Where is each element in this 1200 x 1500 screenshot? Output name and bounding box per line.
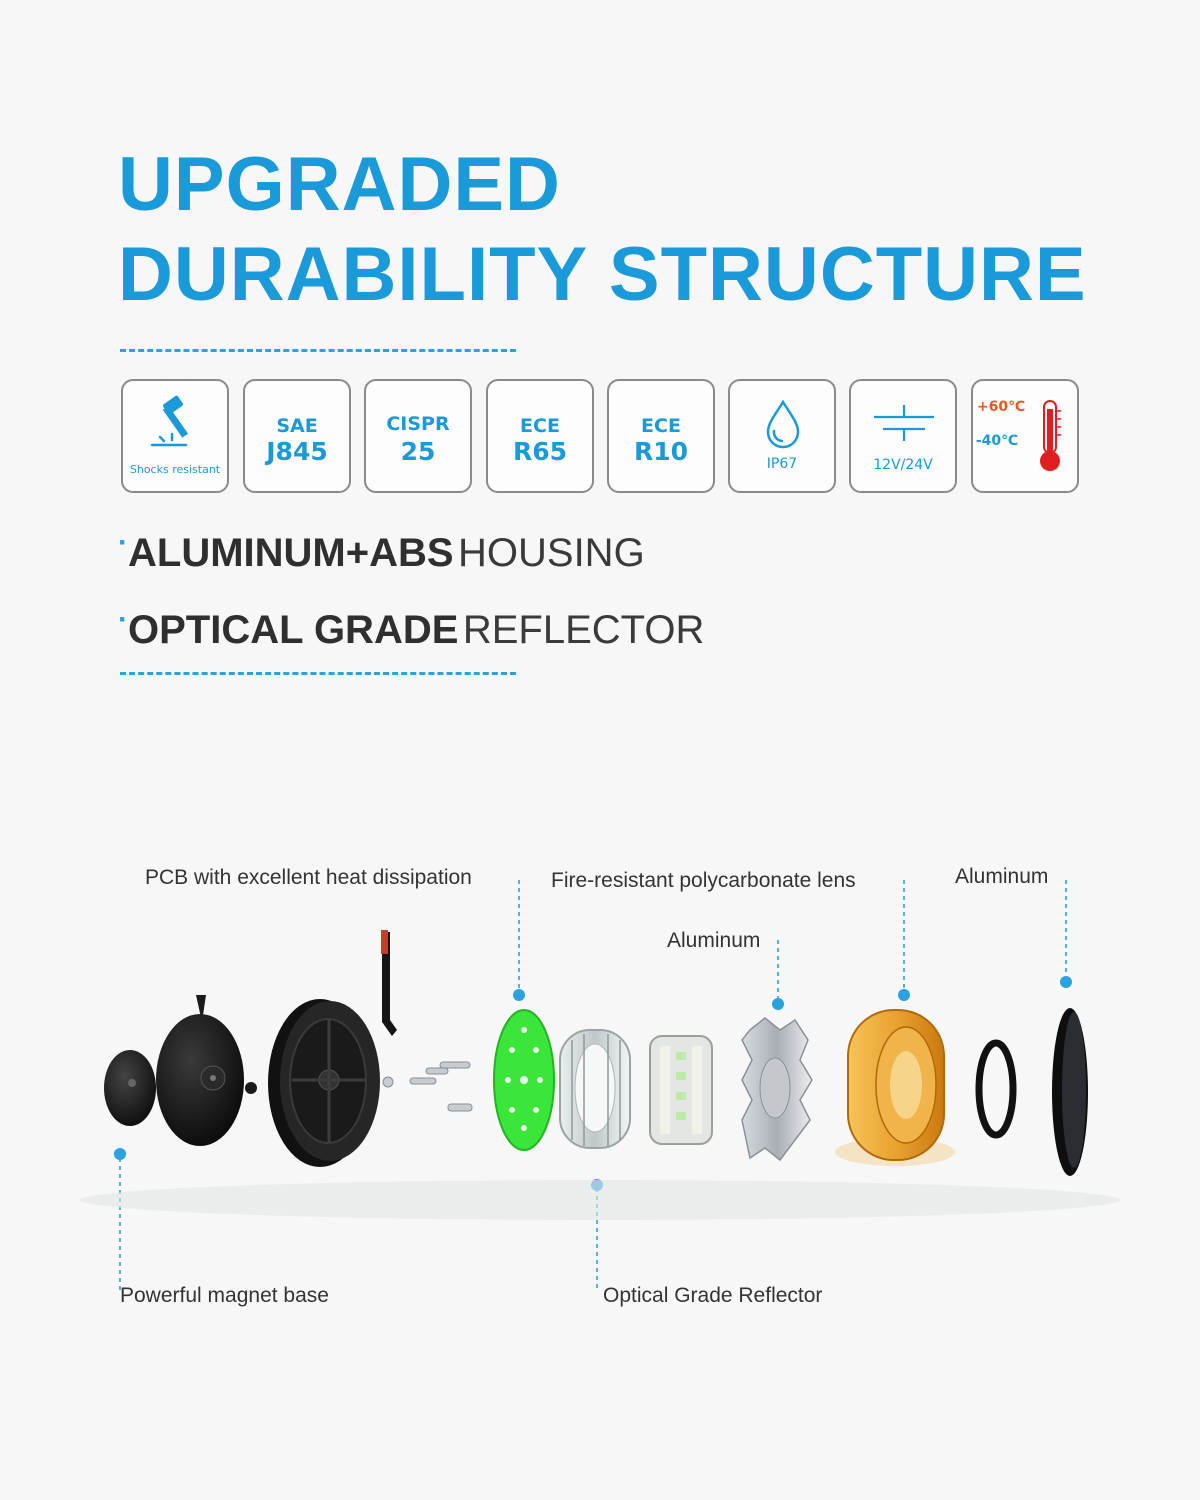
feature-housing-normal: HOUSING: [458, 531, 645, 575]
badge-sae-line1: SAE: [276, 415, 318, 437]
badge-voltage-label: 12V/24V: [873, 457, 933, 473]
rubber-base-part: [156, 995, 244, 1146]
housing-part: [268, 930, 397, 1167]
badge-temperature: [971, 379, 1079, 493]
dc-voltage-icon: [869, 403, 939, 443]
end-cap-part: [1052, 1008, 1088, 1176]
pcb-part: [494, 1010, 554, 1150]
callout-dot-aluminum-heatsink: [772, 998, 784, 1010]
badge-sae: [243, 379, 351, 493]
page-title: [118, 140, 1087, 320]
badge-sae-line2: J845: [266, 437, 328, 466]
badge-cispr: [364, 379, 472, 493]
feature-reflector-bold: OPTICAL GRADE: [128, 608, 459, 652]
callout-magnet-base: Powerful magnet base: [120, 1284, 329, 1307]
exploded-view-illustration: [0, 840, 1200, 1320]
magnet-part: [104, 1050, 156, 1126]
badge-ece-r65-line1: ECE: [520, 415, 560, 437]
badge-cispr-line2: 25: [400, 437, 436, 466]
amber-lens-part: [835, 1010, 955, 1166]
badge-cispr-line1: CISPR: [386, 413, 450, 435]
feature-reflector: ·OPTICAL GRADE REFLECTOR: [118, 603, 705, 652]
title-line-1: UPGRADED: [118, 142, 561, 227]
thermometer-icon: [1035, 399, 1065, 473]
led-board-part: [650, 1036, 712, 1144]
callout-pcb: PCB with excellent heat dissipation: [145, 866, 472, 889]
certification-badges: [121, 379, 1081, 496]
callout-dot-magnet: [114, 1148, 126, 1160]
divider-bottom: [120, 672, 516, 675]
callout-dot-pcb: [513, 989, 525, 1001]
screw-small: [245, 1082, 257, 1094]
callout-dot-lens: [898, 989, 910, 1001]
feature-housing-bold: ALUMINUM+ABS: [128, 531, 454, 575]
callout-reflector: Optical Grade Reflector: [603, 1284, 823, 1307]
feature-reflector-normal: REFLECTOR: [462, 608, 705, 652]
reflector-part: [560, 1030, 630, 1148]
callout-lens: Fire-resistant polycarbonate lens: [551, 869, 856, 892]
badge-ip67: [728, 379, 836, 493]
badge-ece-r65: [486, 379, 594, 493]
badge-ece-r10: [607, 379, 715, 493]
water-drop-icon: [763, 399, 803, 451]
temp-high: +60℃: [976, 399, 1026, 415]
hammer-icon: [142, 395, 212, 455]
heatsink-part: [742, 1018, 812, 1160]
callout-aluminum-heatsink: Aluminum: [667, 929, 761, 952]
badge-ip67-label: IP67: [766, 456, 798, 472]
screws: [383, 1062, 472, 1111]
feature-housing: ·ALUMINUM+ABS HOUSING: [118, 526, 645, 575]
o-ring-part: [979, 1043, 1013, 1135]
temp-low: -40℃: [975, 433, 1019, 449]
badge-voltage: [849, 379, 957, 493]
callout-dot-aluminum-cap: [1060, 976, 1072, 988]
badge-ece-r10-line2: R10: [633, 437, 689, 466]
badge-shock-label: Shocks resistant: [129, 463, 221, 476]
divider-top: [120, 349, 516, 352]
badge-shock-resistant: [121, 379, 229, 493]
badge-ece-r10-line1: ECE: [641, 415, 681, 437]
title-line-2: DURABILITY STRUCTURE: [118, 232, 1087, 317]
badge-ece-r65-line2: R65: [512, 437, 568, 466]
callout-aluminum-cap: Aluminum: [955, 865, 1049, 888]
